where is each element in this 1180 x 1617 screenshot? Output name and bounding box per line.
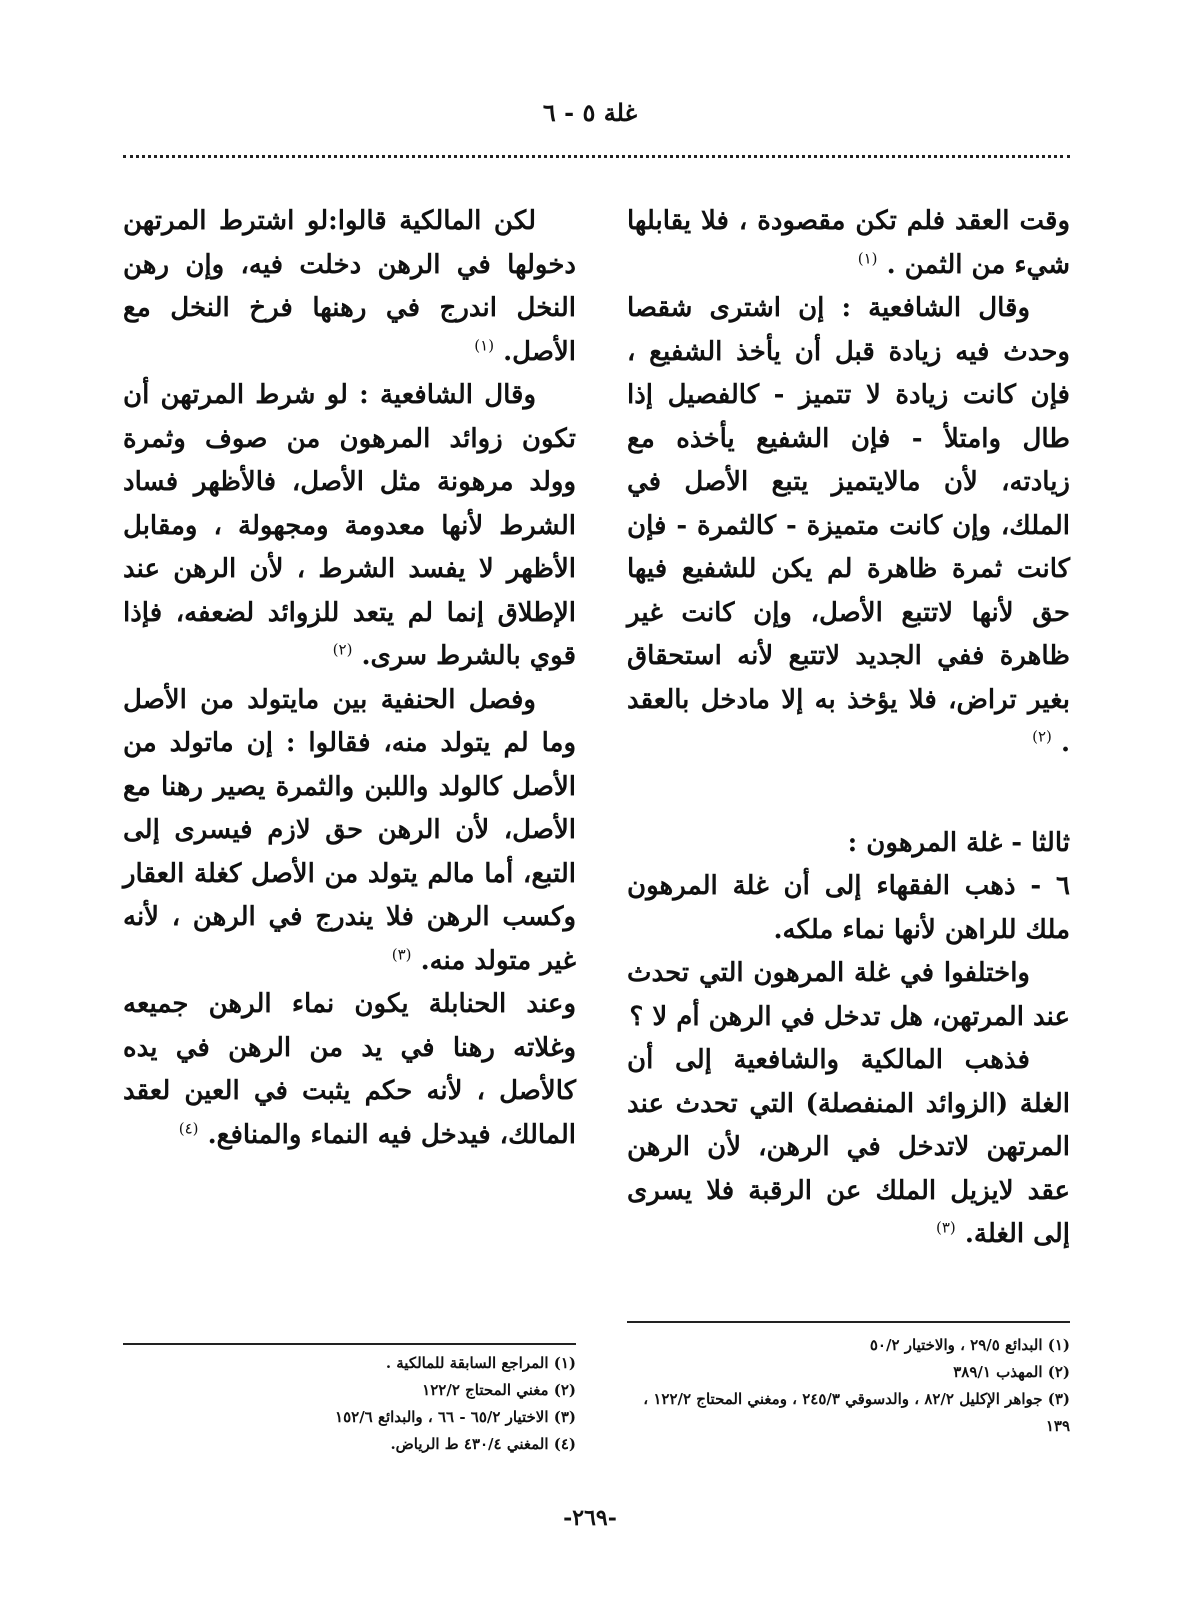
paragraph-text: وفصل الحنفية بين مايتولد من الأصل وما لم يتولد منه، فقالوا : إن ماتولد من الأصل كالولد واللبن والثمرة يصير رهنا مع الأصل، لأن الرهن حق لازم فيسرى إلى التبع، أما مالم يتولد من الأصل كغلة العقار وكسب الرهن فلا يندرج في الرهن ، لأنه غير متولد منه.: [123, 684, 576, 976]
footnote: (٢) المهذب ٣٨٩/١: [953, 1363, 1070, 1381]
left-column: [123, 200, 576, 1157]
footnote-ref: (٣): [391, 944, 412, 963]
footnote: (١) البدائع ٢٩/٥ ، والاختيار ٥٠/٢: [869, 1336, 1070, 1354]
paragraph: [627, 287, 1070, 766]
footnote-ref: (١): [857, 248, 878, 267]
footnote-divider: [123, 1343, 576, 1345]
paragraph-text: وقال الشافعية : لو شرط المرتهن أن تكون زوائد المرهون من صوف وثمرة وولد مرهونة مثل الأصل، فالأظهر فساد الشرط لأنها معدومة ومجهولة ، ومقابل الأظهر لا يفسد الشرط ، لأن الرهن عند الإطلاق إنما لم يتعد للزوائد لضعفه، فإذا قوي بالشرط سرى.: [123, 380, 576, 671]
paragraph-text: واختلفوا في غلة المرهون التي تحدث عند المرتهن، هل تدخل في الرهن أم لا ؟: [627, 958, 1070, 1032]
page-number: -٢٦٩-: [563, 1505, 617, 1531]
paragraph: [627, 865, 1070, 952]
paragraph-text: وقت العقد فلم تكن مقصودة ، فلا يقابلها شيء من الثمن .: [627, 206, 1070, 280]
footnote-ref: (٢): [1032, 727, 1052, 746]
paragraph-text: فذهب المالكية والشافعية إلى أن الغلة (الزوائد المنفصلة) التي تحدث عند المرتهن لاتدخل في الرهن، لأن الرهن عقد لايزيل الملك عن الرقبة فلا يسرى إلى الغلة.: [627, 1045, 1070, 1249]
footnote: (٤) المغني ٤٣٠/٤ ط الرياض.: [390, 1435, 576, 1453]
footnote: (١) المراجع السابقة للمالكية .: [385, 1354, 576, 1372]
paragraph-text: لكن المالكية قالوا:لو اشترط المرتهن دخولها في الرهن دخلت فيه، وإن رهن النخل اندرج في رهنها فرخ النخل مع الأصل.: [123, 206, 576, 367]
section-heading: ثالثا - غلة المرهون :: [847, 827, 1070, 858]
footnote-ref: (٤): [178, 1118, 199, 1137]
footnote: (٣) الاختيار ٦٥/٢ - ٦٦ ، والبدائع ١٥٢/٦: [335, 1408, 576, 1426]
paragraph: [627, 1039, 1070, 1257]
footnote-ref: (٢): [332, 640, 353, 659]
footnote: (٣) جواهر الإكليل ٨٢/٢ ، والدسوقي ٢٤٥/٣ ، ومغني المحتاج ١٢٢/٢ ، ١٣٩: [643, 1390, 1070, 1435]
paragraph-text: وقال الشافعية : إن اشترى شقصا وحدث فيه زيادة قبل أن يأخذ الشفيع ، فإن كانت زيادة لا تتميز - كالفصيل إذا طال وامتلأ - فإن الشفيع يأخذه مع زيادته، لأن مالايتميز يتبع الأصل في الملك، وإن كانت متميزة - كالثمرة - فإن كانت ثمرة ظاهرة لم يكن للشفيع فيها حق لأنها لاتتبع الأصل، وإن كانت غير ظاهرة ففي الجديد لاتتبع لأنه استحقاق بغير تراض، فلا يؤخذ به إلا مادخل بالعقد .: [627, 293, 1070, 758]
paragraph-text: وعند الحنابلة يكون نماء الرهن جميعه وغلاته رهنا في يد من الرهن في يده كالأصل ، لأنه حكم يثبت في العين لعقد المالك، فيدخل فيه النماء والمنافع.: [123, 989, 576, 1150]
paragraph: [627, 952, 1070, 1039]
paragraph: [627, 200, 1070, 287]
footnotes-right: [627, 1332, 1070, 1440]
right-column: [627, 200, 1070, 1257]
paragraph: [123, 983, 576, 1157]
paragraph: [123, 374, 576, 679]
paragraph: [123, 200, 576, 374]
footnote-ref: (٣): [936, 1218, 956, 1237]
paragraph-text: ٦ - ذهب الفقهاء إلى أن غلة المرهون ملك للراهن لأنها نماء ملكه.: [627, 871, 1070, 945]
footnotes-left: [123, 1350, 576, 1458]
spacer: [627, 766, 1070, 822]
footnote: (٢) مغني المحتاج ١٢٢/٢: [422, 1381, 576, 1399]
header-divider: [123, 155, 1070, 158]
footnote-divider: [627, 1321, 1070, 1323]
running-header: غلة ٥ - ٦: [542, 98, 638, 127]
footnote-ref: (١): [474, 335, 495, 354]
paragraph: [123, 679, 576, 984]
